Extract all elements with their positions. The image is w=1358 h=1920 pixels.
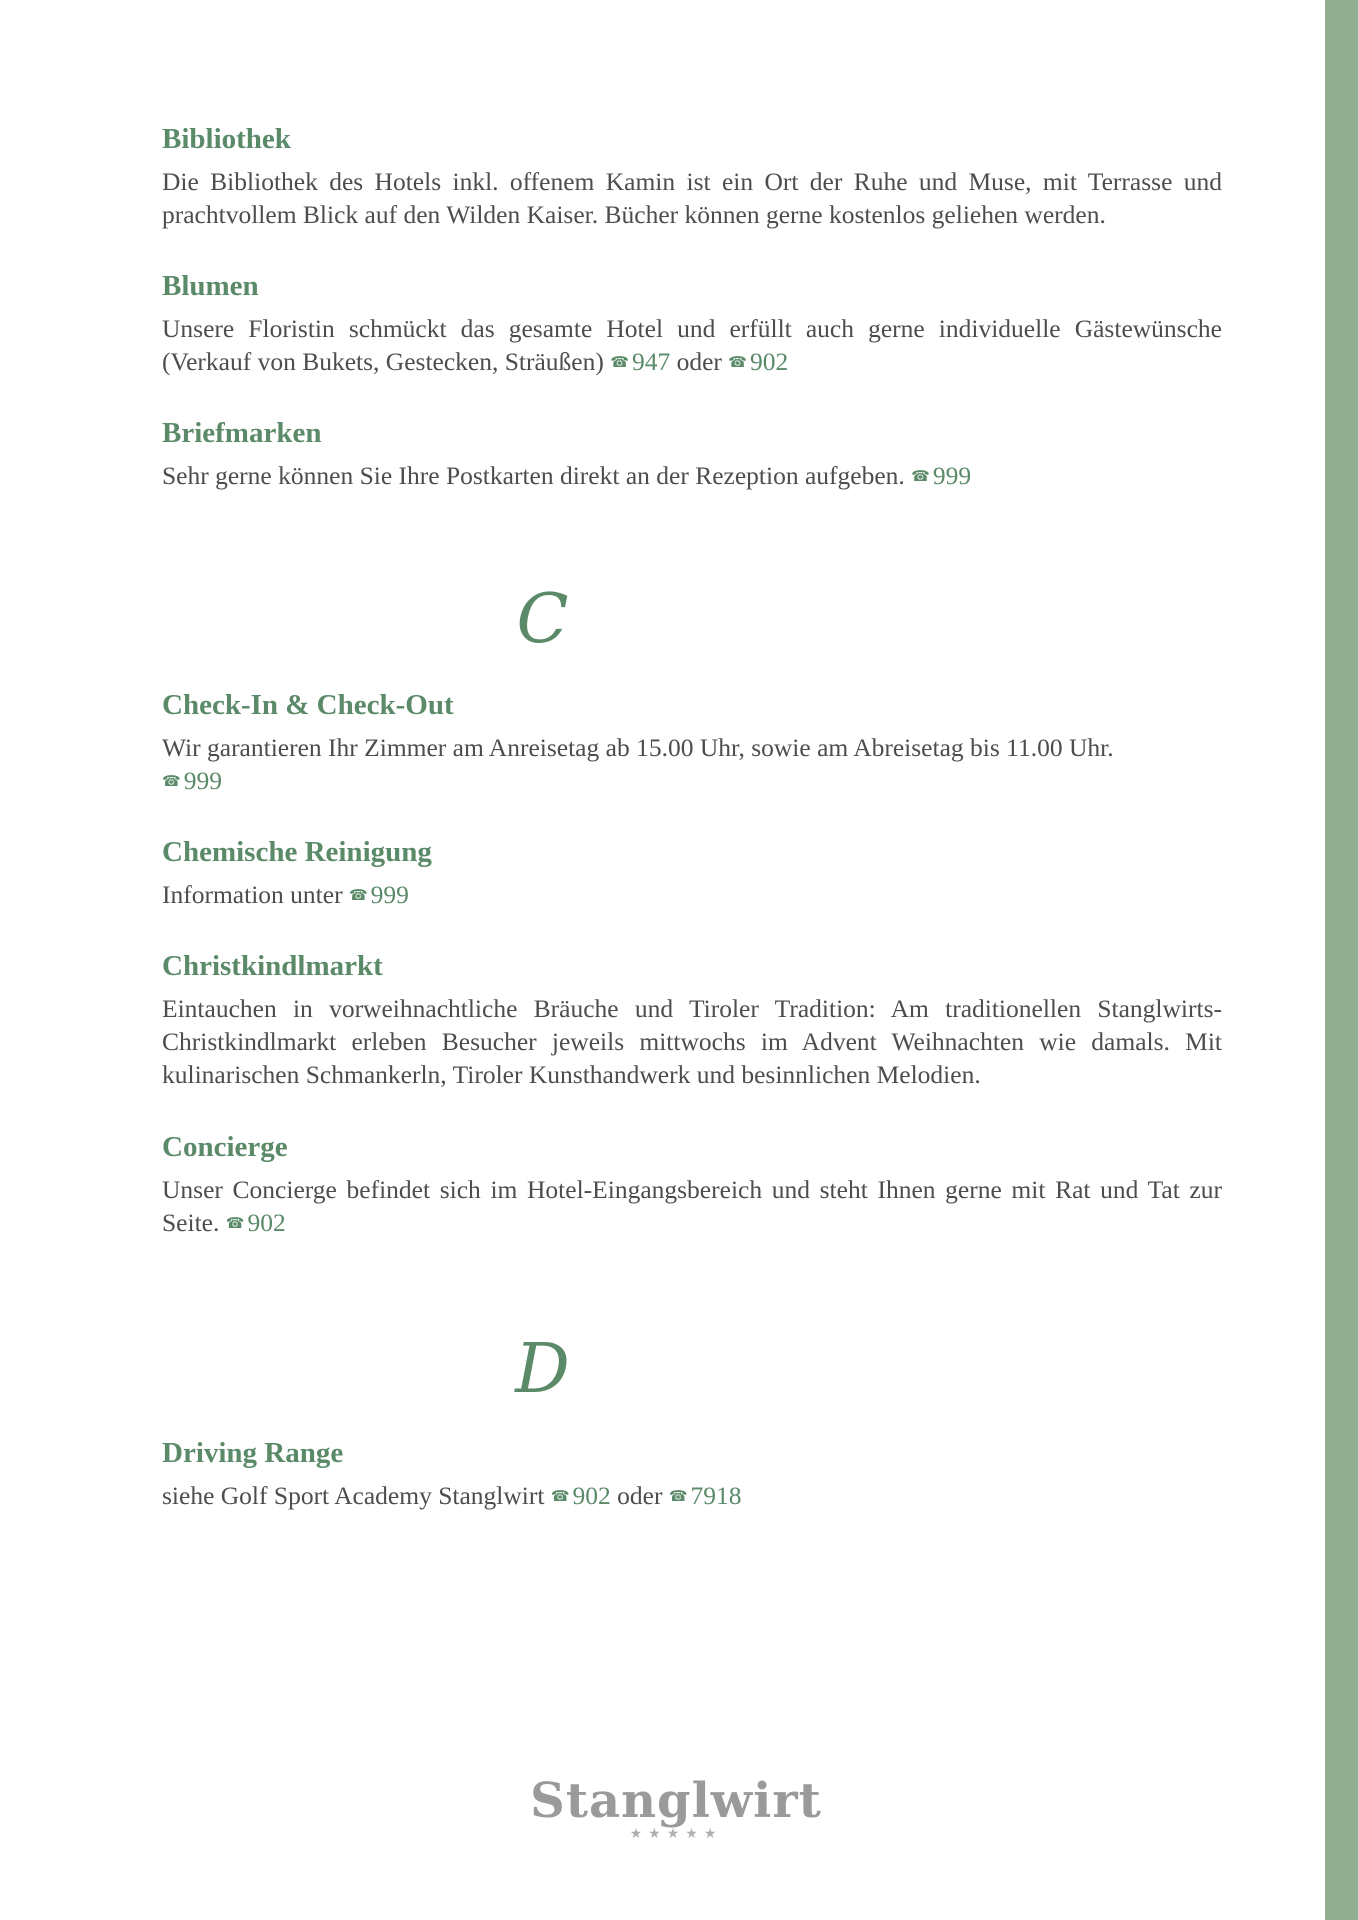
entry-text [162,731,1222,799]
phone-extension: 999 [183,766,222,795]
section-letter-c: C [516,580,569,659]
entry-body: Unsere Floristin schmückt das gesamte Hotel und erfüllt auch gerne individuelle Gästewünsche (Verkauf von Bukets, Gestecken, Sträußen) [162,314,1222,376]
phone-icon: ☎ [911,469,930,485]
entry-christkindlmarkt [162,949,1222,1091]
entry-text [162,992,1222,1091]
phone-extension: 999 [370,880,409,909]
entry-body: Unser Concierge befindet sich im Hotel-Eingangsbereich und steht Ihnen gerne mit Rat und Tat zur Seite. [162,1175,1222,1237]
section-letter-d: D [515,1330,570,1409]
phone-number [226,1208,286,1237]
entry-concierge [162,1130,1222,1241]
phone-number [551,1481,611,1510]
phone-extension: 947 [631,347,671,376]
phone-icon: ☎ [550,1489,570,1505]
phone-extension: 902 [247,1208,286,1237]
phone-number [911,461,971,490]
phone-extension: 902 [749,347,789,376]
entry-body: Die Bibliothek des Hotels inkl. offenem Kamin ist ein Ort der Ruhe und Muse, mit Terrasse und prachtvollem Blick auf den Wilden Kaiser. Bücher können gerne kostenlos geliehen werden. [162,167,1222,229]
entry-body: Sehr gerne können Sie Ihre Postkarten direkt an der Rezeption aufgeben. [162,461,905,490]
entry-text [162,1173,1222,1241]
entry-title: Concierge [162,1131,288,1163]
phone-icon: ☎ [162,774,181,790]
entry-briefmarken [162,416,1222,494]
entry-title: Bibliothek [162,123,291,155]
phone-number [162,766,222,795]
phone-extension: 7918 [690,1481,742,1510]
phone-number [610,347,670,376]
side-color-bar [1325,0,1358,1920]
entry-text [162,312,1222,380]
phone-icon: ☎ [225,1216,245,1232]
phone-extension: 902 [572,1481,611,1510]
entry-chemische-reinigung [162,835,1222,913]
phone-number [349,880,409,909]
entry-blumen [162,269,1222,380]
entry-title: Driving Range [162,1437,344,1469]
entry-title: Christkindlmarkt [162,950,383,982]
entry-text [162,878,1222,913]
phone-icon: ☎ [348,888,368,904]
logo-wordmark: Stanglwirt [530,1773,822,1829]
entry-text [162,459,1222,494]
entry-title: Briefmarken [162,417,322,449]
phone-icon: ☎ [610,355,629,371]
entry-body: siehe Golf Sport Academy Stanglwirt [162,1481,545,1510]
phone-number [728,347,788,376]
footer-logo [0,1773,1358,1844]
connector-text: oder [676,347,722,376]
logo-block [530,1773,822,1844]
entry-body: Information unter [162,880,343,909]
phone-icon: ☎ [728,355,747,371]
entry-checkin [162,688,1222,799]
entry-title: Chemische Reinigung [162,836,432,868]
entry-title: Blumen [162,270,259,302]
star-rating: ★★★★★ [629,1827,723,1842]
entry-driving-range [162,1436,1222,1514]
entry-title: Check-In & Check-Out [162,689,454,721]
phone-number [669,1481,742,1510]
entry-text [162,1479,1222,1514]
entry-body: Wir garantieren Ihr Zimmer am Anreisetag ab 15.00 Uhr, sowie am Abreisetag bis 11.00 Uhr. [162,733,1114,762]
entry-text [162,165,1222,231]
entry-bibliothek [162,122,1222,231]
phone-icon: ☎ [668,1489,688,1505]
connector-text: oder [617,1481,663,1510]
entry-body: Eintauchen in vorweihnachtliche Bräuche und Tiroler Tradition: Am traditionellen Stanglwirts-Christkindlmarkt erleben Besucher jeweils mittwochs im Advent Weihnachten wie damals. Mit kulinarischen Schmankerln, Tiroler Kunsthandwerk und besinnlichen Melodien. [162,994,1222,1089]
phone-extension: 999 [932,461,972,490]
